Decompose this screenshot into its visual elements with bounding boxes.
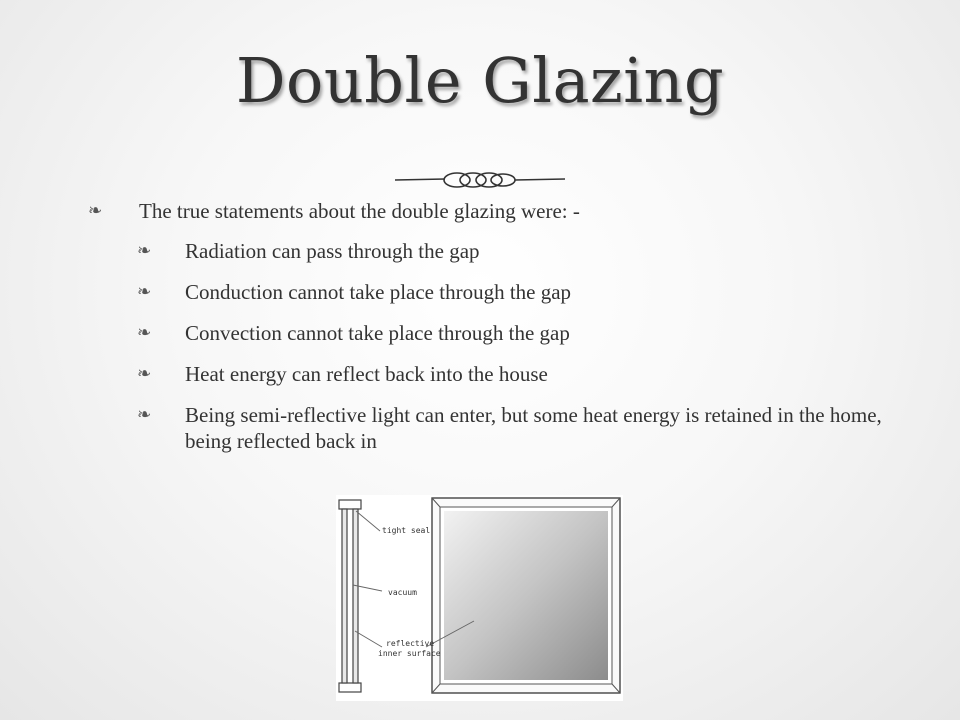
slide-title: Double Glazing <box>235 44 725 117</box>
bullet-fleuron-icon: ❧ <box>137 241 152 261</box>
point-text: Heat energy can reflect back into the house <box>185 362 548 386</box>
list-item <box>88 279 888 305</box>
diagram-drawing <box>336 495 623 701</box>
point-text: Convection cannot take place through the gap <box>185 321 570 345</box>
list-item <box>88 320 888 346</box>
front-view <box>432 498 620 693</box>
bullet-fleuron-icon: ❧ <box>137 323 152 343</box>
flourish-divider <box>395 166 565 194</box>
label-reflective: reflective <box>386 639 435 648</box>
list-item <box>88 402 888 454</box>
list-item <box>88 198 888 224</box>
point-text: Being semi-reflective light can enter, but some heat energy is retained in the home, being reflected back in <box>185 403 882 453</box>
bullet-list <box>88 198 888 469</box>
point-text: Conduction cannot take place through the gap <box>185 280 572 304</box>
point-text: Radiation can pass through the gap <box>185 239 480 263</box>
cross-section-view <box>339 500 361 692</box>
intro-text: The true statements about the double glazing were: - <box>139 199 580 223</box>
double-glazing-diagram <box>336 495 623 701</box>
bullet-fleuron-icon: ❧ <box>137 282 152 302</box>
list-item <box>88 238 888 264</box>
label-vacuum: vacuum <box>388 588 417 597</box>
label-tight-seal: tight seal <box>382 526 431 535</box>
bullet-fleuron-icon: ❧ <box>137 364 152 384</box>
label-inner-surface: inner surface <box>378 649 441 658</box>
bullet-fleuron-icon: ❧ <box>88 201 103 221</box>
bullet-fleuron-icon: ❧ <box>137 405 152 425</box>
list-item <box>88 361 888 387</box>
